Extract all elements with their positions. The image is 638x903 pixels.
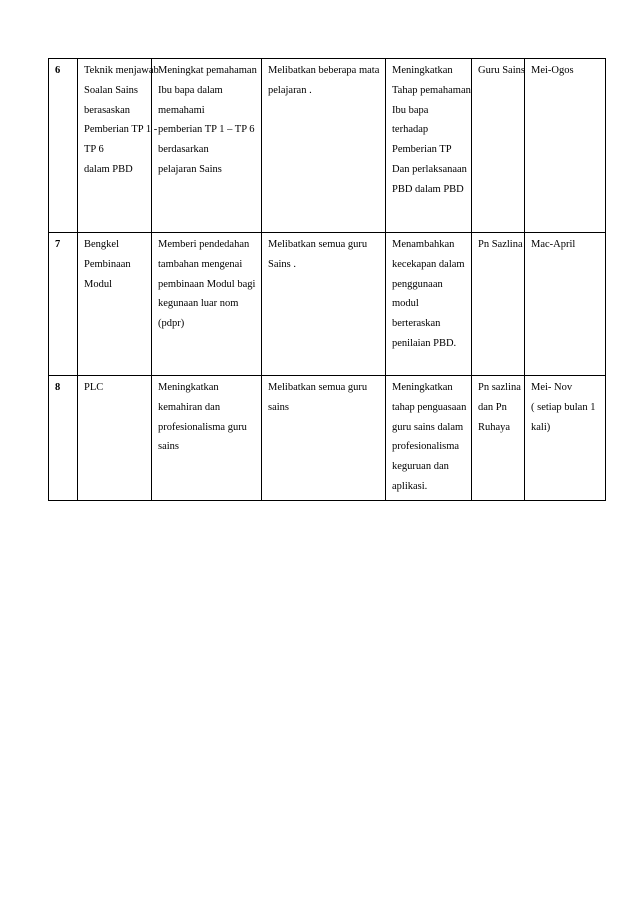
person-in-charge-cell xyxy=(472,233,525,376)
row-number: 7 xyxy=(49,233,78,376)
objective-cell xyxy=(152,376,262,501)
cell-line: Ibu bapa dalam xyxy=(158,84,223,96)
date-cell xyxy=(525,59,606,233)
cell-line: berdasarkan xyxy=(158,144,209,156)
cell-line: Meningkat pemahaman xyxy=(158,65,257,76)
cell-line: Meningkatkan xyxy=(158,382,219,393)
target-cell xyxy=(262,376,386,501)
cell-line: pemberian TP 1 – TP 6 xyxy=(158,124,255,136)
row-number: 8 xyxy=(49,376,78,501)
impact-cell xyxy=(386,233,472,376)
program-cell xyxy=(78,233,152,376)
person-in-charge-cell xyxy=(472,376,525,501)
cell-line: Soalan Sains xyxy=(84,84,138,96)
cell-line: modul xyxy=(392,298,419,310)
cell-line: Tahap pemahaman xyxy=(392,84,471,96)
target-cell xyxy=(262,59,386,233)
table-row xyxy=(49,376,606,501)
cell-line: berteraskan xyxy=(392,318,441,330)
cell-line: dalam PBD xyxy=(84,163,133,175)
impact-cell xyxy=(386,376,472,501)
cell-line: Pn Sazlina xyxy=(478,239,523,250)
cell-line: (pdpr) xyxy=(158,318,185,330)
cell-line: Sains . xyxy=(268,258,297,270)
table-row xyxy=(49,59,606,233)
table-body xyxy=(49,59,606,501)
cell-line: penggunaan xyxy=(392,278,443,290)
cell-line: berasaskan xyxy=(84,104,131,116)
cell-line: penilaian PBD. xyxy=(392,337,457,349)
cell-line: profesionalisma guru xyxy=(158,421,247,433)
cell-line: PLC xyxy=(84,382,104,393)
cell-line: Bengkel xyxy=(84,239,119,250)
cell-line: Melibatkan semua guru xyxy=(268,239,368,250)
cell-line: aplikasi. xyxy=(392,480,428,492)
activity-table xyxy=(48,58,606,501)
cell-line: pelajaran . xyxy=(268,84,312,96)
cell-line: Mei- Nov xyxy=(531,382,573,393)
cell-line: TP 6 xyxy=(84,144,104,156)
person-in-charge-cell xyxy=(472,59,525,233)
cell-line: Meningkatkan xyxy=(392,382,453,393)
cell-line: pembinaan Modul bagi xyxy=(158,278,256,290)
cell-line: Meningkatkan xyxy=(392,65,453,76)
cell-line: Ibu bapa xyxy=(392,104,429,116)
cell-line: Mei-Ogos xyxy=(531,65,574,76)
cell-line: tahap penguasaan xyxy=(392,401,467,413)
cell-line: Melibatkan beberapa mata xyxy=(268,65,380,76)
objective-cell xyxy=(152,59,262,233)
cell-line: keguruan dan xyxy=(392,461,449,473)
cell-line: sains xyxy=(268,401,289,413)
cell-line: ( setiap bulan 1 xyxy=(531,401,596,413)
cell-line: sains xyxy=(158,441,179,453)
cell-line: tambahan mengenai xyxy=(158,258,243,270)
row-number: 6 xyxy=(49,59,78,233)
program-cell xyxy=(78,376,152,501)
cell-line: terhadap xyxy=(392,124,429,136)
cell-line: Menambahkan xyxy=(392,239,455,250)
cell-line: Memberi pendedahan xyxy=(158,239,250,250)
cell-line: Ruhaya xyxy=(478,421,511,433)
date-cell xyxy=(525,233,606,376)
target-cell xyxy=(262,233,386,376)
cell-line: kegunaan luar nom xyxy=(158,298,239,310)
cell-line: Dan perlaksanaan xyxy=(392,163,467,175)
table-row xyxy=(49,233,606,376)
cell-line: guru sains dalam xyxy=(392,421,464,433)
cell-line: Pemberian TP 1 - xyxy=(84,124,158,136)
impact-cell xyxy=(386,59,472,233)
cell-line: Pembinaan xyxy=(84,258,131,270)
program-cell xyxy=(78,59,159,233)
date-cell xyxy=(525,376,606,501)
cell-line: Melibatkan semua guru xyxy=(268,382,368,393)
cell-line: Guru Sains xyxy=(478,65,525,76)
cell-line: PBD dalam PBD xyxy=(392,183,464,195)
cell-line: kali) xyxy=(531,421,551,433)
cell-line: memahami xyxy=(158,104,205,116)
cell-line: pelajaran Sains xyxy=(158,163,222,175)
objective-cell xyxy=(152,233,262,376)
cell-line: dan Pn xyxy=(478,401,507,413)
cell-line: Pn sazlina xyxy=(478,382,521,393)
cell-line: Teknik menjawab xyxy=(84,65,159,76)
cell-line: Modul xyxy=(84,278,113,290)
cell-line: Pemberian TP xyxy=(392,144,452,156)
cell-line: profesionalisma xyxy=(392,441,460,453)
cell-line: kecekapan dalam xyxy=(392,258,465,270)
cell-line: Mac-April xyxy=(531,239,576,250)
cell-line: kemahiran dan xyxy=(158,401,221,413)
